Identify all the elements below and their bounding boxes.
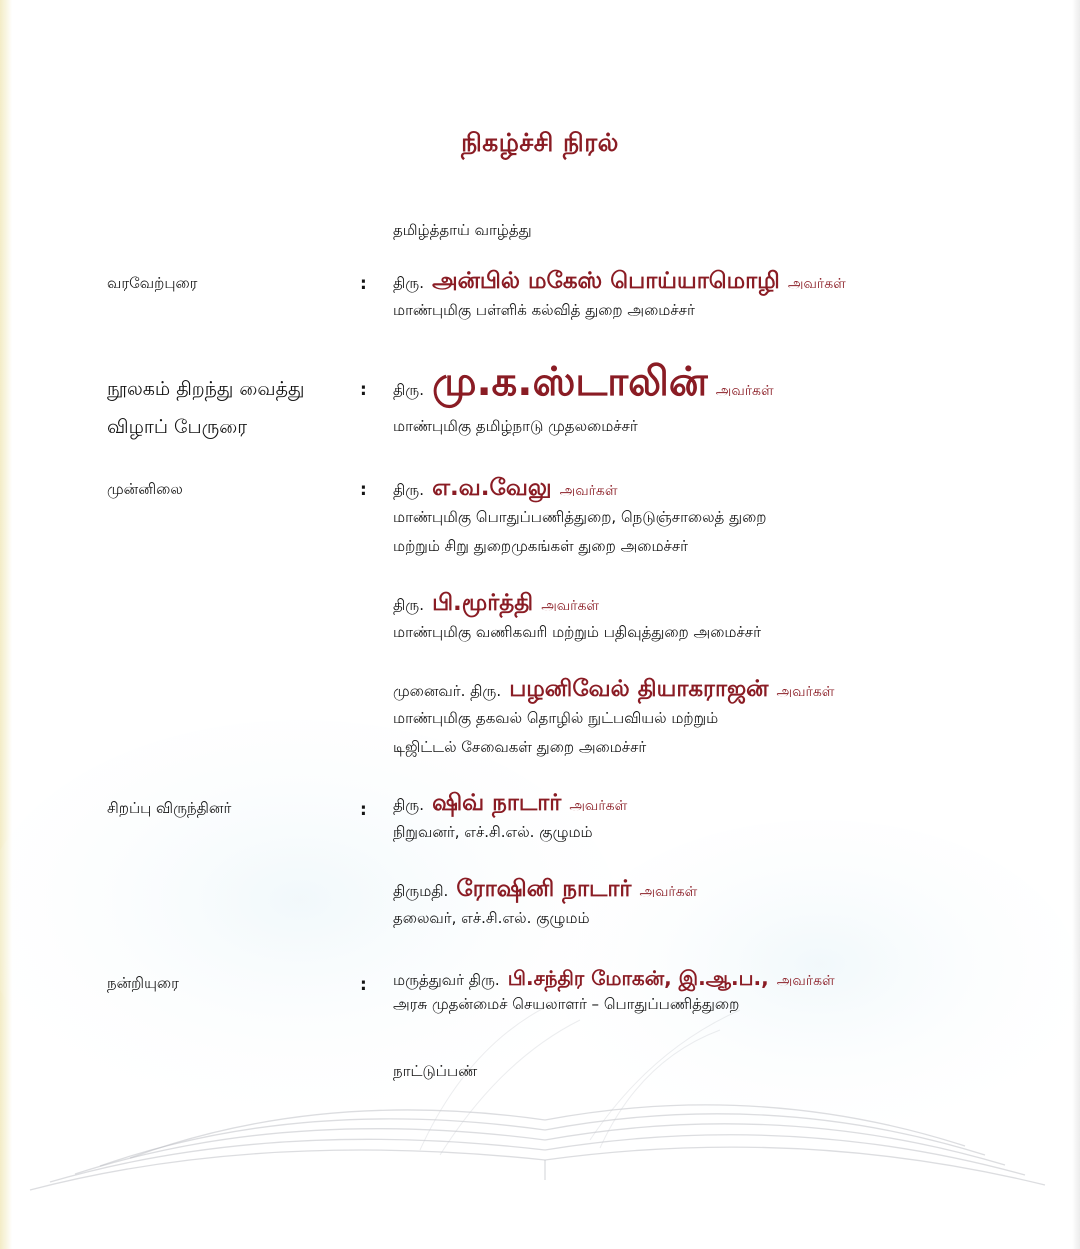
speaker-honorific: திரு.	[393, 274, 424, 292]
speaker-designation: மாண்புமிகு வணிகவரி மற்றும் பதிவுத்துறை அமைச்சர்	[393, 622, 761, 641]
speaker-designation: நிறுவனர், எச்.சி.எல். குழுமம்	[393, 822, 593, 841]
inauguration-speaker	[393, 358, 774, 441]
vote-of-thanks-label: நன்றியுரை	[107, 974, 179, 992]
speaker-name: ரோஷினி நாடார்	[456, 876, 632, 902]
speaker-designation: மாண்புமிகு தமிழ்நாடு முதலமைச்சர்	[393, 417, 638, 435]
inauguration-label	[107, 370, 304, 446]
presence-speaker-3	[393, 676, 834, 762]
speaker-name: ஷிவ் நாடார்	[432, 790, 562, 816]
speaker-honorific: திருமதி.	[393, 882, 449, 900]
speaker-suffix: அவர்கள்	[776, 684, 835, 700]
vote-of-thanks-colon: :	[360, 975, 367, 995]
speaker-designation: மாண்புமிகு பொதுப்பணித்துறை, நெடுஞ்சாலைத் துறை	[393, 507, 767, 526]
welcome-speaker	[393, 268, 846, 325]
special-guest-speaker-2	[393, 876, 697, 933]
speaker-suffix: அவர்கள்	[776, 973, 835, 989]
speaker-designation: டிஜிட்டல் சேவைகள் துறை அமைச்சர்	[393, 737, 647, 756]
special-guest-label: சிறப்பு விருந்தினர்	[107, 799, 232, 817]
speaker-honorific: திரு.	[393, 796, 424, 814]
presence-colon: :	[360, 480, 367, 500]
speaker-name: பி.சந்திர மோகன், இ.ஆ.ப.,	[507, 966, 769, 990]
opening-item: தமிழ்த்தாய் வாழ்த்து	[393, 221, 532, 239]
speaker-honorific: முனைவர். திரு.	[393, 682, 502, 700]
inauguration-label-line-2: விழாப் பேருரை	[107, 416, 248, 438]
inauguration-colon: :	[360, 380, 367, 400]
presence-speaker-2	[393, 590, 761, 647]
closing-item: நாட்டுப்பண்	[393, 1062, 478, 1080]
presence-speaker-1	[393, 475, 767, 561]
welcome-colon: :	[360, 274, 367, 294]
speaker-honorific: திரு.	[393, 596, 424, 614]
speaker-name: அன்பில் மகேஸ் பொய்யாமொழி	[432, 268, 780, 294]
speaker-name: மு.க.ஸ்டாலின்	[432, 359, 708, 405]
speaker-name: பி.மூர்த்தி	[432, 590, 534, 616]
speaker-designation: மாண்புமிகு தகவல் தொழில் நுட்பவியல் மற்றும்	[393, 708, 719, 727]
presence-label: முன்னிலை	[107, 480, 183, 498]
page-title: நிகழ்ச்சி நிரல்	[461, 128, 619, 157]
speaker-suffix: அவர்கள்	[715, 383, 774, 399]
speaker-suffix: அவர்கள்	[559, 483, 618, 499]
speaker-name: எ.வ.வேலு	[432, 475, 552, 501]
welcome-label: வரவேற்புரை	[107, 274, 198, 292]
speaker-honorific: திரு.	[393, 381, 424, 399]
special-guest-speaker-1	[393, 790, 627, 847]
speaker-suffix: அவர்கள்	[787, 276, 846, 292]
speaker-designation: தலைவர், எச்.சி.எல். குழுமம்	[393, 908, 590, 927]
inauguration-label-line-1: நூலகம் திறந்து வைத்து	[107, 378, 305, 400]
speaker-suffix: அவர்கள்	[569, 798, 628, 814]
speaker-suffix: அவர்கள்	[541, 598, 600, 614]
speaker-honorific: மருத்துவர் திரு.	[393, 971, 500, 989]
speaker-name: பழனிவேல் தியாகராஜன்	[509, 676, 769, 702]
vote-of-thanks-speaker	[393, 966, 835, 1019]
special-guest-colon: :	[360, 800, 367, 820]
speaker-honorific: திரு.	[393, 481, 424, 499]
speaker-designation: மற்றும் சிறு துறைமுகங்கள் துறை அமைச்சர்	[393, 536, 688, 555]
speaker-suffix: அவர்கள்	[639, 884, 698, 900]
speaker-designation: அரசு முதன்மைச் செயலாளர் – பொதுப்பணித்துறை	[393, 995, 740, 1013]
speaker-designation: மாண்புமிகு பள்ளிக் கல்வித் துறை அமைச்சர்	[393, 300, 695, 319]
